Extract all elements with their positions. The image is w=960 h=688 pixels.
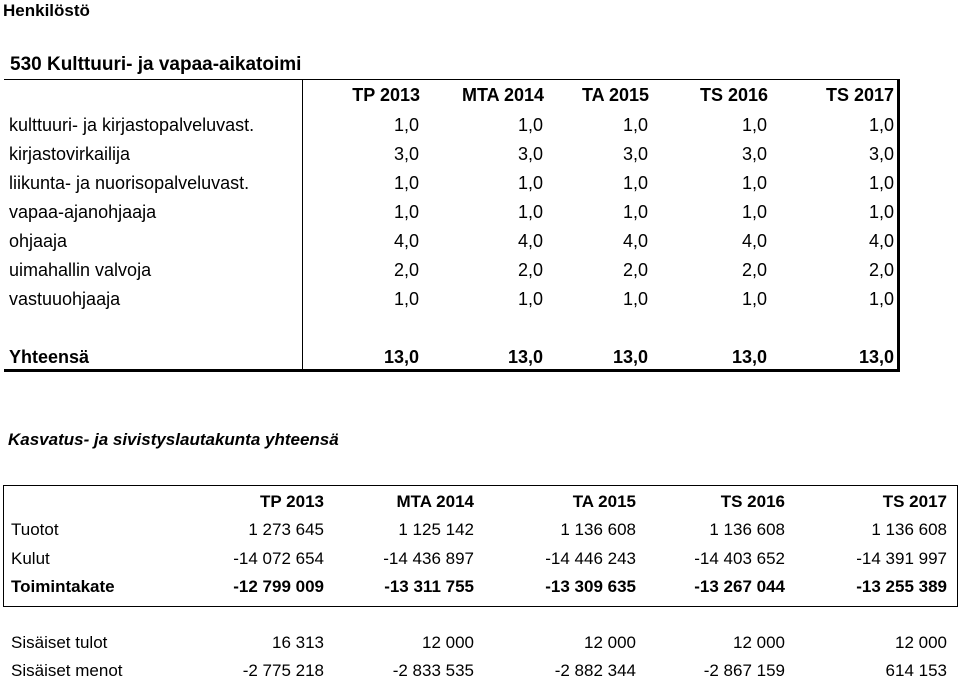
finance-col-header: TA 2015 — [572, 492, 636, 511]
finance-cell: -2 833 535 — [392, 661, 474, 680]
finance-cell: 1 125 142 — [398, 520, 474, 539]
staff-cell: 2,0 — [517, 260, 543, 280]
staff-cell: 3,0 — [741, 144, 767, 164]
finance-col-header: TP 2013 — [260, 492, 324, 511]
staff-row — [4, 227, 897, 256]
staff-table — [4, 45, 900, 375]
finance-cell: 1 273 645 — [248, 520, 324, 539]
finance-cell: 16 313 — [272, 633, 324, 652]
staff-cell: 4,0 — [868, 231, 894, 251]
finance-cell: -14 436 897 — [383, 549, 474, 568]
staff-cell: 3,0 — [393, 144, 419, 164]
finance-cell: 12 000 — [895, 633, 947, 652]
staff-row-label: kirjastovirkailija — [9, 144, 131, 164]
staff-cell: 3,0 — [517, 144, 543, 164]
finance-cell: -14 446 243 — [545, 549, 636, 568]
staff-cell: 1,0 — [517, 173, 543, 193]
staff-cell: 1,0 — [622, 115, 648, 135]
finance-col-header: MTA 2014 — [396, 492, 474, 511]
staff-row — [4, 256, 897, 285]
finance-cell: -13 311 755 — [384, 577, 474, 596]
finance-row-label: Sisäiset menot — [11, 661, 123, 680]
staff-cell: 1,0 — [517, 289, 543, 309]
staff-col-header: TA 2015 — [581, 85, 649, 105]
staff-cell: 3,0 — [622, 144, 648, 164]
staff-cell: 1,0 — [741, 173, 767, 193]
staff-cell: 1,0 — [393, 173, 419, 193]
staff-total-cell: 13,0 — [858, 347, 894, 367]
finance-cell: 614 153 — [885, 661, 947, 680]
staff-col-header: TS 2017 — [825, 85, 894, 105]
staff-cell: 2,0 — [622, 260, 648, 280]
finance-col-header: TS 2016 — [720, 492, 785, 511]
staff-cell: 1,0 — [622, 202, 648, 222]
finance-cell: -2 775 218 — [242, 661, 324, 680]
staff-cell: 4,0 — [622, 231, 648, 251]
staff-total-cell: 13,0 — [383, 347, 419, 367]
finance-header-row — [3, 488, 958, 516]
staff-cell: 1,0 — [517, 202, 543, 222]
staff-cell: 1,0 — [393, 115, 419, 135]
staff-cell: 1,0 — [393, 289, 419, 309]
staff-cell: 1,0 — [741, 289, 767, 309]
finance-row — [3, 573, 958, 601]
staff-cell: 2,0 — [393, 260, 419, 280]
staff-row — [4, 198, 897, 227]
page-heading: Henkilöstö — [3, 1, 90, 20]
staff-cell: 4,0 — [393, 231, 419, 251]
staff-cell: 4,0 — [741, 231, 767, 251]
finance-row-label: Tuotot — [11, 520, 59, 539]
staff-total-row — [4, 343, 897, 372]
staff-table-title: 530 Kulttuuri- ja vapaa-aikatoimi — [10, 54, 302, 75]
staff-row-label: vapaa-ajanohjaaja — [9, 202, 157, 222]
finance-cell: -13 309 635 — [545, 577, 636, 596]
staff-cell: 1,0 — [622, 289, 648, 309]
staff-row-label: kulttuuri- ja kirjastopalveluvast. — [9, 115, 255, 135]
staff-table-grid — [4, 79, 900, 372]
finance-row-label: Toimintakate — [11, 577, 115, 596]
staff-row-label: ohjaaja — [9, 231, 68, 251]
staff-total-cell: 13,0 — [612, 347, 648, 367]
staff-cell: 1,0 — [868, 173, 894, 193]
staff-cell: 4,0 — [517, 231, 543, 251]
staff-cell: 3,0 — [868, 144, 894, 164]
finance-row — [3, 545, 958, 573]
finance-cell: 12 000 — [733, 633, 785, 652]
finance-cell: -14 072 654 — [233, 549, 324, 568]
finance-cell: 12 000 — [422, 633, 474, 652]
staff-row-label: uimahallin valvoja — [9, 260, 152, 280]
finance-cell: -14 403 652 — [694, 549, 785, 568]
finance-table-title: Kasvatus- ja sivistyslautakunta yhteensä — [8, 430, 339, 449]
staff-cell: 2,0 — [868, 260, 894, 280]
finance-row-label: Sisäiset tulot — [11, 633, 108, 652]
staff-cell: 1,0 — [868, 202, 894, 222]
staff-col-header: TS 2016 — [699, 85, 768, 105]
staff-cell: 2,0 — [741, 260, 767, 280]
staff-col-header: MTA 2014 — [461, 85, 544, 105]
staff-row-label: liikunta- ja nuorisopalveluvast. — [9, 173, 250, 193]
finance-cell: -2 867 159 — [703, 661, 785, 680]
finance-row-label: Kulut — [11, 549, 50, 568]
finance-cell: -13 267 044 — [694, 577, 785, 596]
finance-cell: 1 136 608 — [560, 520, 636, 539]
finance-row — [3, 629, 958, 657]
staff-row — [4, 285, 897, 314]
staff-row — [4, 140, 897, 169]
staff-cell: 1,0 — [868, 115, 894, 135]
finance-cell: -2 882 344 — [554, 661, 636, 680]
staff-total-label: Yhteensä — [9, 347, 90, 367]
staff-total-cell: 13,0 — [731, 347, 767, 367]
staff-row-label: vastuuohjaaja — [9, 289, 121, 309]
staff-total-cell: 13,0 — [507, 347, 543, 367]
finance-row — [3, 657, 958, 685]
finance-row — [3, 516, 958, 544]
staff-cell: 1,0 — [517, 115, 543, 135]
finance-cell: -12 799 009 — [233, 577, 324, 596]
staff-cell: 1,0 — [741, 202, 767, 222]
finance-cell: -13 255 389 — [856, 577, 947, 596]
finance-col-header: TS 2017 — [882, 492, 947, 511]
finance-cell: 1 136 608 — [709, 520, 785, 539]
staff-col-header: TP 2013 — [352, 85, 420, 105]
staff-cell: 1,0 — [741, 115, 767, 135]
staff-cell: 1,0 — [393, 202, 419, 222]
staff-row — [4, 111, 897, 140]
finance-cell: 1 136 608 — [871, 520, 947, 539]
staff-cell: 1,0 — [622, 173, 648, 193]
finance-cell: -14 391 997 — [856, 549, 947, 568]
staff-cell: 1,0 — [868, 289, 894, 309]
finance-cell: 12 000 — [584, 633, 636, 652]
staff-row — [4, 169, 897, 198]
